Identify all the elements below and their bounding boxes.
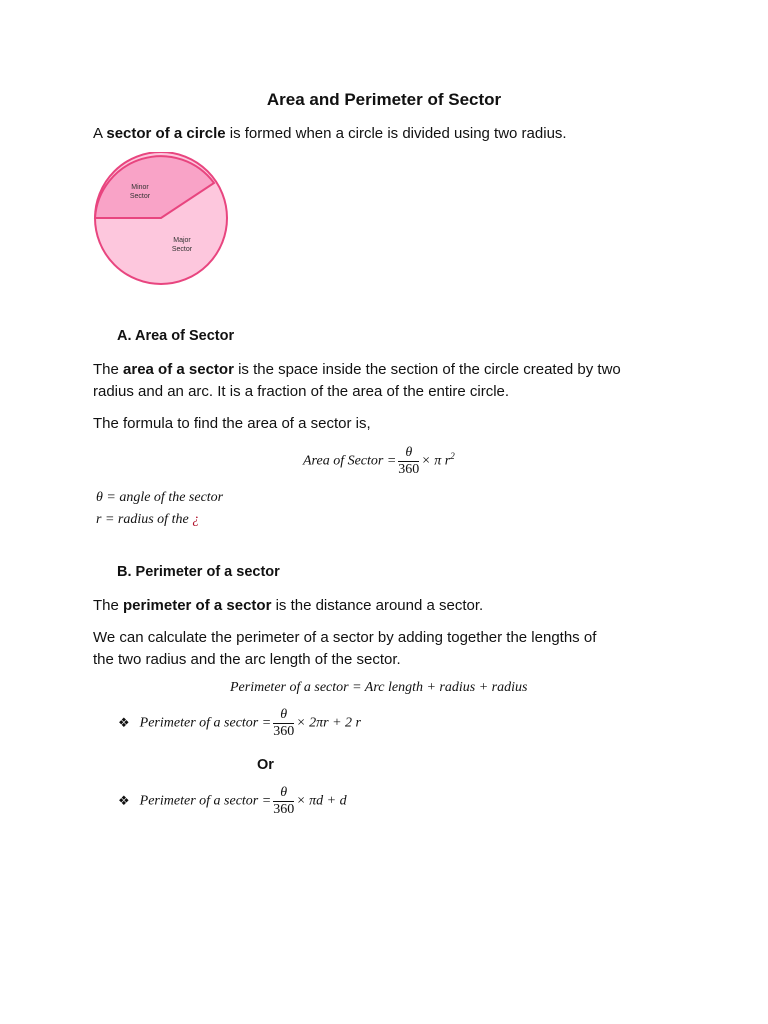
perimeter-formula-radius-fraction xyxy=(273,708,294,739)
perimeter-explain-line-2: the two radius and the arc length of the sector. xyxy=(93,651,401,668)
intro-paragraph xyxy=(93,123,567,145)
fraction-numerator: θ xyxy=(398,446,419,462)
section-b-heading: B. Perimeter of a sector xyxy=(117,564,280,580)
fraction-denominator: 360 xyxy=(273,802,295,817)
section-a-heading: A. Area of Sector xyxy=(117,328,235,344)
perimeter-def-text: The xyxy=(93,597,124,614)
major-label-2: Sector xyxy=(171,246,193,253)
definition-r xyxy=(96,512,199,528)
area-def-line-2: radius and an arc. It is a fraction of the area of the entire circle. xyxy=(93,383,510,400)
perimeter-def-bold: perimeter of a sector xyxy=(123,597,272,614)
section-a-paragraph-1 xyxy=(93,359,621,403)
area-formula-rhs: × π r xyxy=(421,453,451,469)
or-separator: Or xyxy=(257,757,274,773)
page-title: Area and Perimeter of Sector xyxy=(266,90,502,109)
perimeter-formula-diameter xyxy=(118,786,347,817)
section-b-paragraph-1 xyxy=(93,595,483,617)
minor-label-1: Minor xyxy=(131,184,149,191)
area-formula-lhs: Area of Sector = xyxy=(303,453,397,469)
diamond-bullet-icon: ❖ xyxy=(118,714,130,730)
intro-text: A xyxy=(93,125,107,142)
broken-char-mark: ¿ xyxy=(192,512,200,527)
fraction-denominator: 360 xyxy=(398,462,420,477)
area-formula-fraction xyxy=(398,446,419,477)
perimeter-formula-diameter-rhs: × πd + d xyxy=(296,793,347,809)
perimeter-formula-words: Perimeter of a sector = Arc length + radius + radius xyxy=(230,680,528,695)
perimeter-formula-radius-lhs: Perimeter of a sector = xyxy=(139,715,272,731)
perimeter-formula-diameter-fraction xyxy=(273,786,294,817)
perimeter-formula-radius-rhs: × 2πr + 2 r xyxy=(296,715,361,731)
intro-text-end: is formed when a circle is divided using two radius. xyxy=(225,125,567,142)
major-label-1: Major xyxy=(173,237,191,244)
fraction-numerator: θ xyxy=(273,786,294,802)
perimeter-def-text-2: is the distance around a sector. xyxy=(271,597,484,614)
perimeter-formula-diameter-lhs: Perimeter of a sector = xyxy=(139,793,272,809)
section-a-paragraph-2: The formula to find the area of a sector is, xyxy=(93,415,371,432)
area-formula xyxy=(303,446,455,477)
sector-diagram xyxy=(92,152,232,286)
area-formula-exponent: 2 xyxy=(450,451,455,462)
fraction-numerator: θ xyxy=(273,708,294,724)
area-def-text: The xyxy=(93,361,124,378)
area-def-text-2: is the space inside the section of the circle created by two xyxy=(233,361,621,378)
definition-r-text: r = radius of the xyxy=(96,512,193,527)
section-b-paragraph-2 xyxy=(93,627,596,671)
perimeter-explain-line-1: We can calculate the perimeter of a sector by adding together the lengths of xyxy=(93,629,597,646)
diamond-bullet-icon: ❖ xyxy=(118,792,130,808)
definition-theta: θ = angle of the sector xyxy=(96,490,224,505)
fraction-denominator: 360 xyxy=(273,724,295,739)
intro-bold-term: sector of a circle xyxy=(106,125,226,142)
area-def-bold: area of a sector xyxy=(123,361,234,378)
minor-label-2: Sector xyxy=(129,193,151,200)
perimeter-formula-radius xyxy=(118,708,361,739)
